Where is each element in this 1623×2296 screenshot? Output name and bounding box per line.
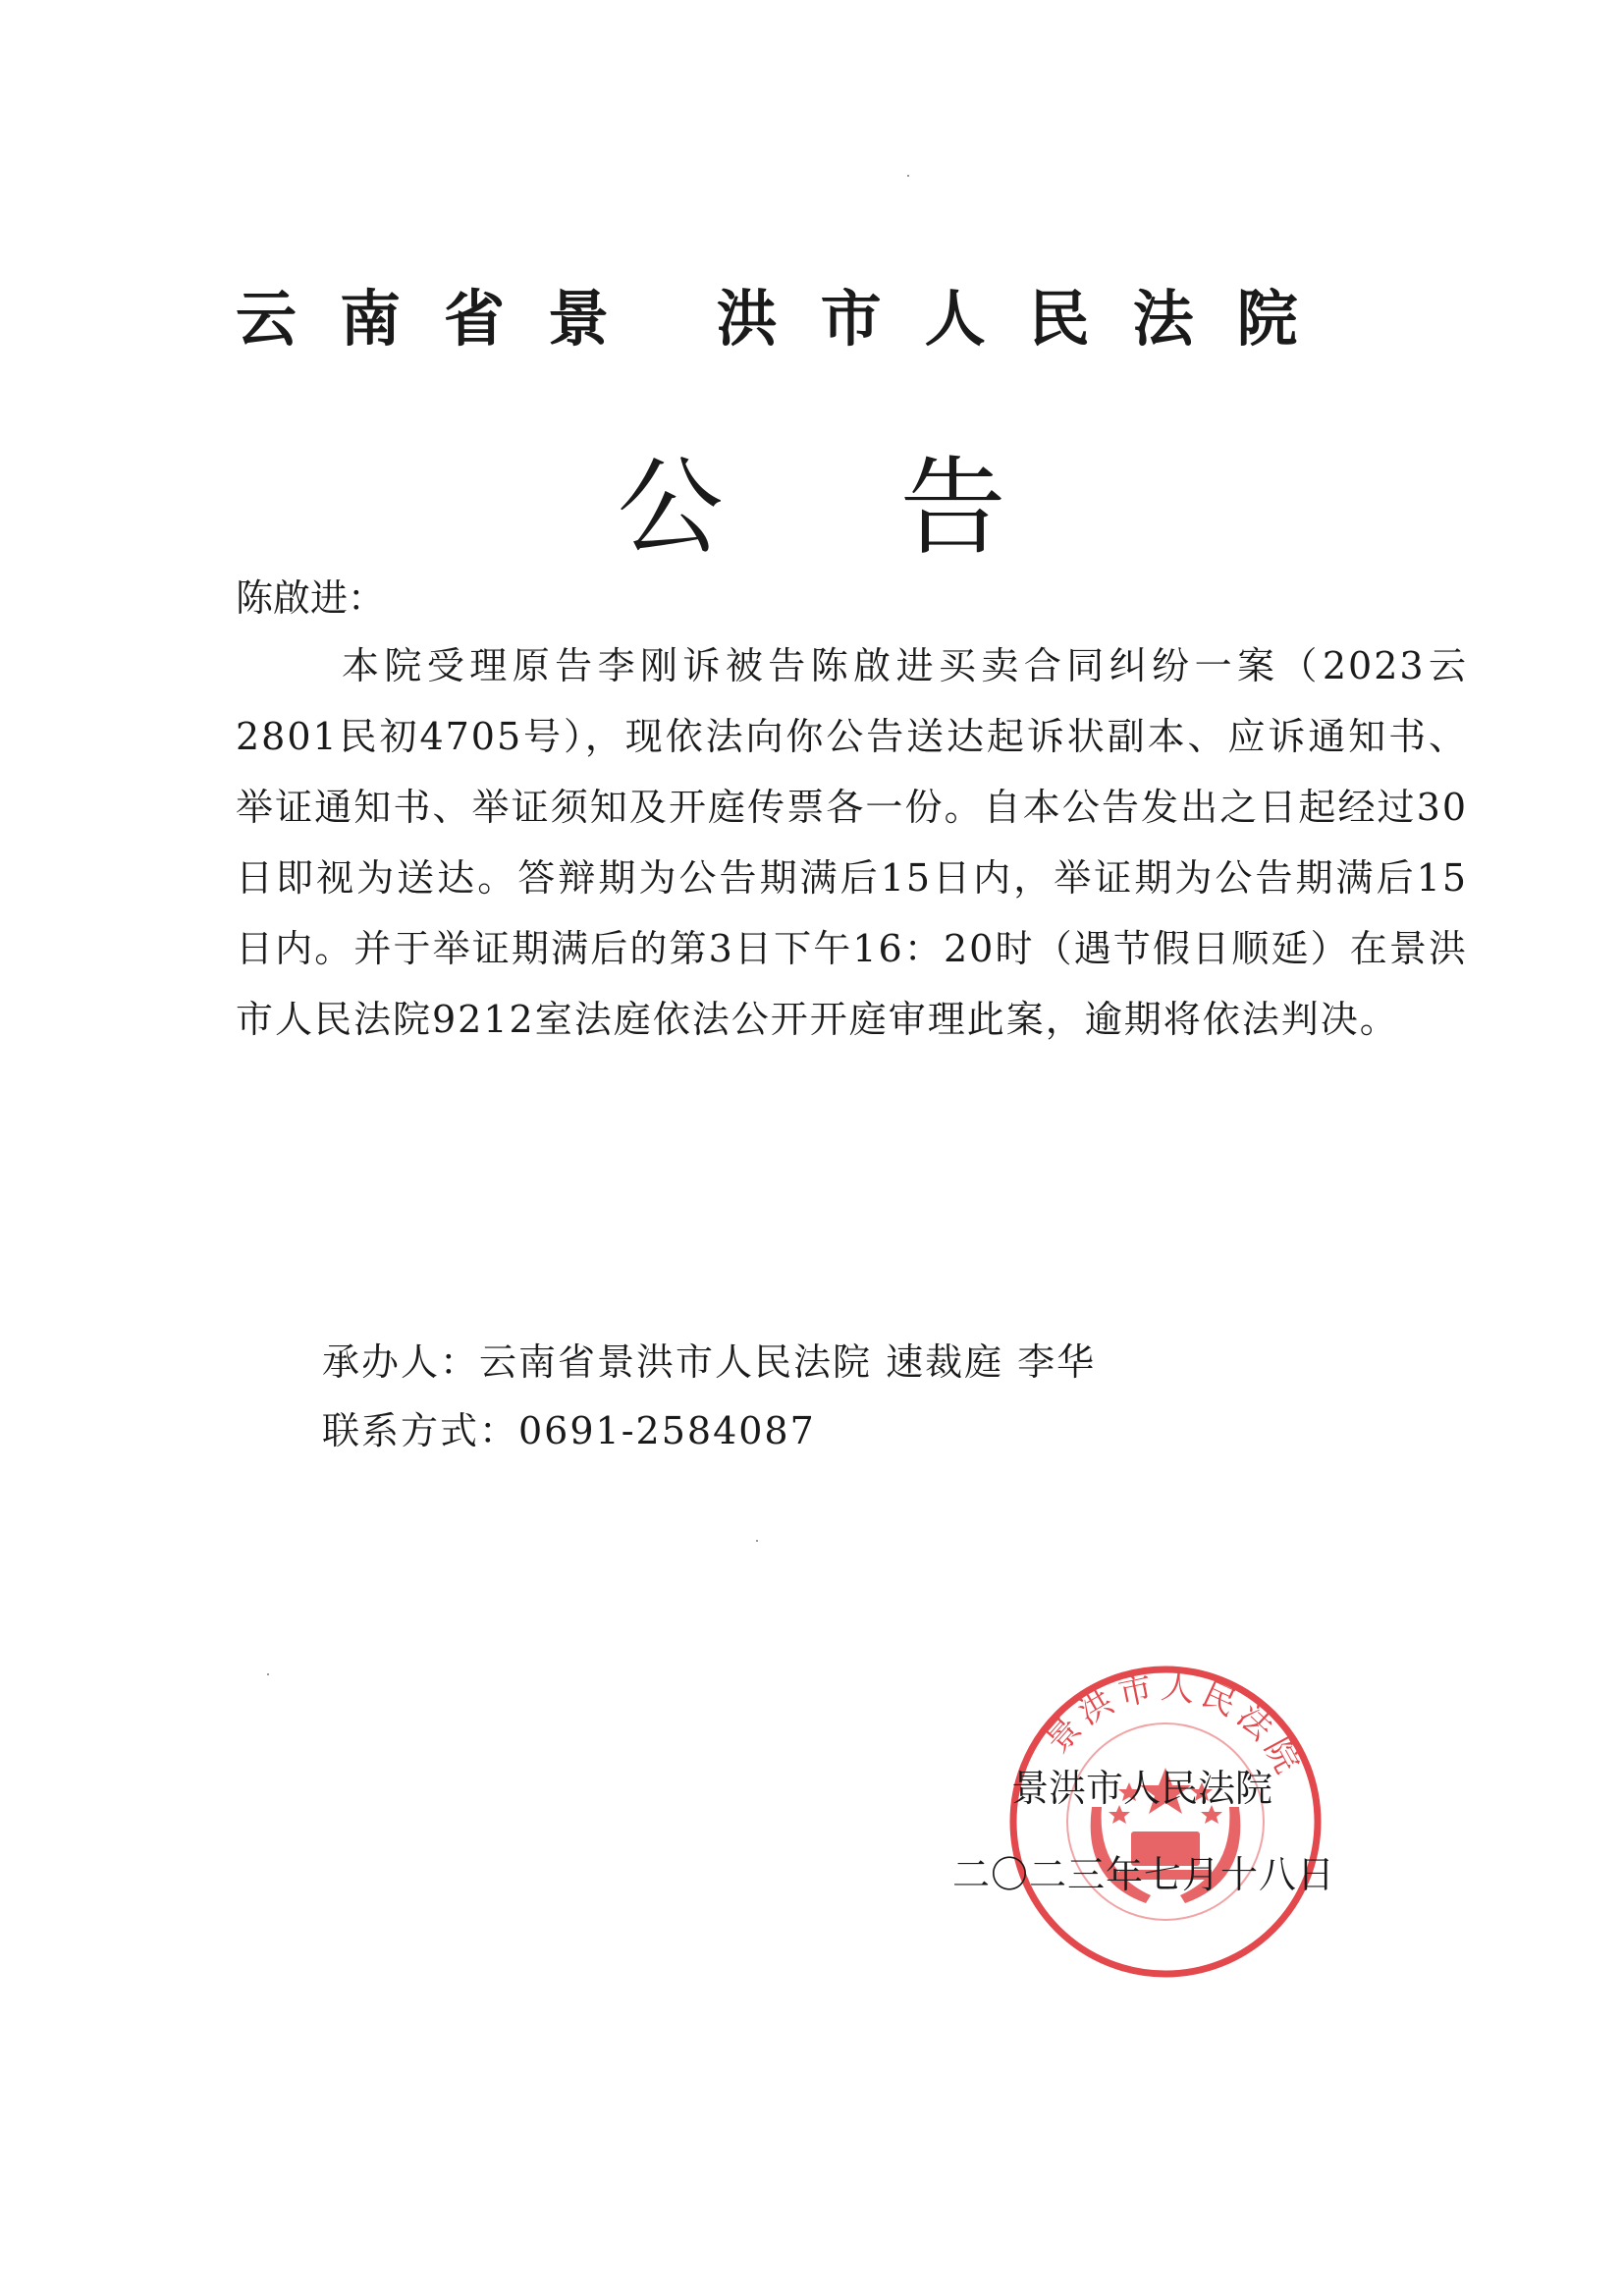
seal-text: 景洪市人民法院 — [1038, 1667, 1310, 1785]
court-name-heading: 云南省景 洪市人民法院 — [236, 283, 1341, 355]
phone-line: 联系方式：0691-2584087 — [322, 1409, 816, 1452]
signature-court: 景洪市人民法院 — [1011, 1767, 1273, 1810]
scan-speck — [267, 1673, 269, 1675]
court-seal-icon — [1003, 1660, 1327, 1984]
handler-line: 承办人：云南省景洪市人民法院 速裁庭 李华 — [322, 1340, 1097, 1384]
signature-date: 二〇二三年七月十八日 — [952, 1853, 1336, 1896]
contact-block — [322, 1328, 1096, 1465]
scan-speck — [756, 1540, 758, 1542]
document-type-heading: 公告 — [617, 447, 1183, 570]
addressee: 陈啟进： — [236, 576, 386, 620]
notice-body: 本院受理原告李刚诉被告陈啟进买卖合同纠纷一案（2023云2801民初4705号），现依法向你公告送达起诉状副本、应诉通知书、举证通知书、举证须知及开庭传票各一份。自本公告发出之日起经过30日即视为送达。答辩期为公告期满后15日内，举证期为公告期满后15日内。并于举证期满后的第3日下午16：20时（遇节假日顺延）在景洪市人民法院9212室法庭依法公开开庭审理此案，逾期将依法判决。 — [236, 644, 1468, 1041]
scan-speck — [907, 175, 909, 177]
